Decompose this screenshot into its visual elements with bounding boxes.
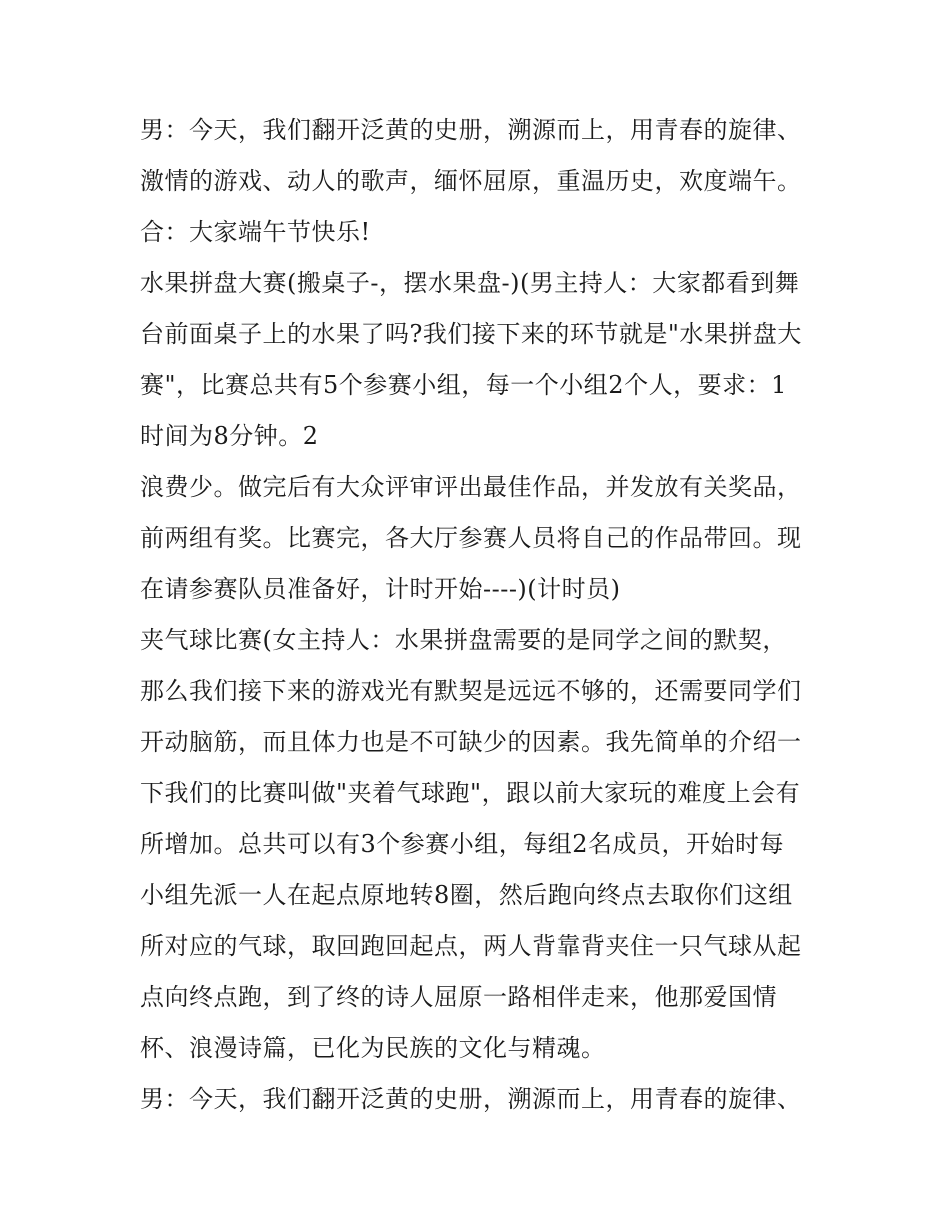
text-line: 男：今天，我们翻开泛黄的史册，溯源而上，用青春的旋律、 [140, 1085, 802, 1113]
text-line: 水果拼盘大赛(搬桌子-，摆水果盘-)(男主持人：大家都看到舞 [140, 269, 800, 297]
text-line: 下我们的比赛叫做"夹着气球跑"，跟以前大家玩的难度上会有 [140, 779, 801, 807]
text-line: 男：今天，我们翻开泛黄的史册，溯源而上，用青春的旋律、 [140, 116, 802, 144]
text-line: 所对应的气球，取回跑回起点，两人背靠背夹住一只气球从起 [140, 932, 802, 960]
text-line: 激情的游戏、动人的歌声，缅怀屈原，重温历史，欢度端午。 [140, 167, 802, 195]
text-line: 杯、浪漫诗篇，已化为民族的文化与精魂。 [140, 1034, 606, 1062]
text-line: 开动脑筋，而且体力也是不可缺少的因素。我先简单的介绍一 [140, 728, 802, 756]
text-line: 浪费少。做完后有大众评审评出最佳作品，并发放有关奖品， [140, 473, 802, 501]
text-line: 所增加。总共可以有3个参赛小组，每组2名成员，开始时每 [140, 830, 785, 858]
text-line: 前两组有奖。比赛完，各大厅参赛人员将自己的作品带回。现 [140, 524, 802, 552]
text-line: 在请参赛队员准备好，计时开始----)(计时员) [140, 575, 621, 603]
text-line: 合：大家端午节快乐! [140, 218, 371, 246]
text-line: 台前面桌子上的水果了吗?我们接下来的环节就是"水果拼盘大 [140, 320, 802, 348]
text-line: 赛"，比赛总共有5个参赛小组，每一个小组2个人，要求：1 [140, 371, 787, 399]
text-line: 小组先派一人在起点原地转8圈，然后跑向终点去取你们这组 [140, 881, 793, 909]
text-line: 夹气球比赛(女主持人：水果拼盘需要的是同学之间的默契， [140, 626, 787, 654]
text-line: 那么我们接下来的游戏光有默契是远远不够的，还需要同学们 [140, 677, 802, 705]
text-line: 点向终点跑，到了终的诗人屈原一路相伴走来，他那爱国情 [140, 983, 777, 1011]
text-line: 时间为8分钟。2 [140, 422, 319, 450]
